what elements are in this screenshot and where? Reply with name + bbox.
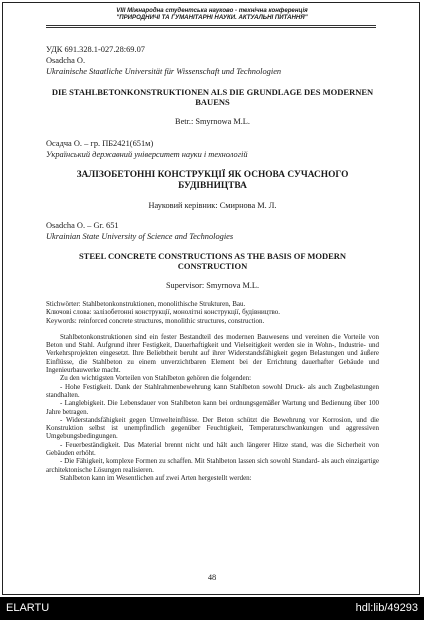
affiliation-de: Ukrainische Staatliche Universität für Wissenschaft und Technologien bbox=[46, 67, 282, 76]
conference-header-line1: VIII Міжнародна студентська науково - технічна конференція bbox=[116, 7, 308, 14]
repository-name: ELARTU bbox=[6, 602, 50, 614]
header-rule-double bbox=[46, 27, 376, 28]
header-rule bbox=[46, 25, 376, 26]
keywords-en: Keywords: reinforced concrete structures, monolithic structures, construction. bbox=[46, 316, 265, 325]
body-paragraph: Zu den wichtigsten Vorteilen von Stahlbeton gehören die folgenden: bbox=[60, 374, 252, 383]
supervisor-de: Betr.: Smyrnowa M.L. bbox=[175, 117, 250, 126]
keywords-ua: Ключові слова: залізобетонні конструкції, монолітні конструкції, будівництво. bbox=[46, 308, 281, 317]
author-de: Osadcha O. bbox=[46, 56, 86, 65]
title-ua: ЗАЛІЗОБЕТОННІ КОНСТРУКЦІЇ ЯК ОСНОВА СУЧАСНОГО БУДІВНИЦТВА bbox=[76, 170, 349, 191]
conference-header-line2: "ПРИРОДНИЧІ ТА ГУМАНІТАРНІ НАУКИ. АКТУАЛЬНІ ПИТАННЯ" bbox=[116, 14, 308, 21]
udc-code: УДК 691.328.1-027.28:69.07 bbox=[46, 45, 145, 54]
page-number: 48 bbox=[207, 573, 217, 582]
body-paragraph: Stahlbeton kann im Wesentlichen auf zwei Arten hergestellt werden: bbox=[60, 473, 252, 482]
body-paragraph: Stahlbetonkonstruktionen sind ein fester Bestandteil des modernen Bauwesens und vereinen die Vorteile von Beton und Stahl. Aufgrund ihrer Festigkeit, Dauerhaftigkeit und Vielseitigkeit werden sie in Wohn-, Industrie- und Verkehrsprojekten eingesetzt. Ihre Beliebtheit beruht auf ihrer Widerstandsfähigkeit gegen Belastungen und äußere Einflüsse, die Stahlbeton zu einem unverzichtbaren Element bei der Errichtung dauerhafter Gebäude und Ingenieurbauwerke macht. bbox=[46, 332, 379, 375]
affiliation-en: Ukrainian State University of Science and Technologies bbox=[46, 232, 234, 241]
conference-header bbox=[0, 7, 424, 21]
affiliation-ua: Український державний університет науки і технологій bbox=[46, 150, 248, 159]
supervisor-en: Supervisor: Smyrnova M.L. bbox=[165, 281, 260, 290]
title-de: DIE STAHLBETONKONSTRUKTIONEN ALS DIE GRUNDLAGE DES MODERNEN BAUENS bbox=[51, 87, 374, 107]
body-list-item: - Langlebigkeit. Die Lebensdauer von Stahlbeton kann bei ordnungsgemäßer Wartung und Bedienung über 100 Jahre betragen. bbox=[46, 399, 379, 416]
author-en: Osadcha O. – Gr. 651 bbox=[46, 221, 119, 230]
handle-link[interactable]: hdl:lib/49293 bbox=[355, 602, 418, 614]
keywords-de: Stichwörter: Stahlbetonkonstruktionen, monolithische Strukturen, Bau. bbox=[46, 300, 246, 308]
repository-footer bbox=[0, 597, 424, 620]
body-list-item: - Widerstandsfähigkeit gegen Umwelteinflüsse. Der Beton schützt die Bewehrung vor Korrosion, und die Konstruktion selbst ist unempfindlich gegenüber Feuchtigkeit, Temperaturschwankungen und aggressiven Umgebungsbedingungen. bbox=[46, 415, 379, 441]
body-list-item: - Hohe Festigkeit. Dank der Stahlrahmenbewehrung kann Stahlbeton sowohl Druck- als auch Zugbelastungen standhalten. bbox=[46, 382, 379, 399]
keywords-block bbox=[46, 300, 379, 325]
document-content bbox=[46, 30, 379, 482]
body-list-item: - Die Fähigkeit, komplexe Formen zu schaffen. Mit Stahlbeton lassen sich sowohl Standard- als auch einzigartige architektonische Lösungen realisieren. bbox=[46, 457, 379, 474]
author-ua: Осадча О. – гр. ПБ2421(651м) bbox=[46, 139, 154, 148]
body-text bbox=[46, 333, 379, 482]
title-en: STEEL CONCRETE CONSTRUCTIONS AS THE BASIS OF MODERN CONSTRUCTION bbox=[78, 251, 347, 271]
supervisor-ua: Науковий керівник: Смирнова М. Л. bbox=[148, 201, 277, 210]
body-list-item: - Feuerbeständigkeit. Das Material brennt nicht und hält auch längerer Hitze stand, was die Sicherheit von Gebäuden erhöht. bbox=[46, 440, 379, 458]
